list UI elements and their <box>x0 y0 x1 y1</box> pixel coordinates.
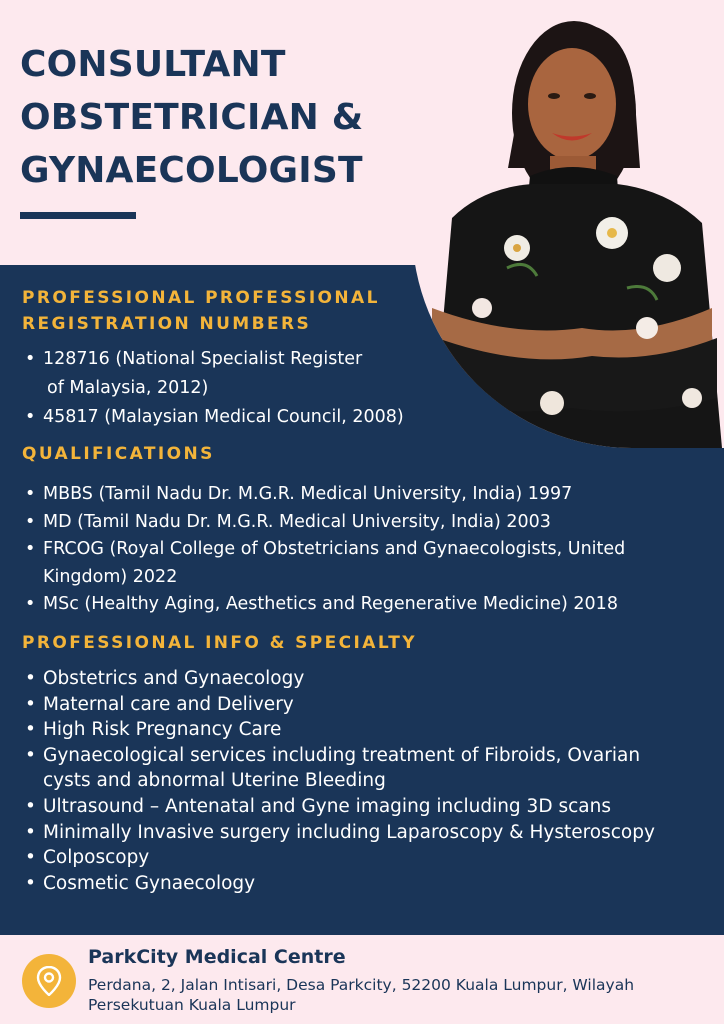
specialty-heading: PROFESSIONAL INFO & SPECIALTY <box>22 633 417 653</box>
location-address: Perdana, 2, Jalan Intisari, Desa Parkcity, 52200 Kuala Lumpur, Wilayah Persekutuan Kuala Lumpur <box>88 976 635 1014</box>
registration-list <box>22 345 404 432</box>
registration-heading-line: REGISTRATION NUMBERS <box>22 314 312 334</box>
registration-heading <box>22 285 380 337</box>
list-item: • MBBS (Tamil Nadu Dr. M.G.R. Medical University, India) 1997 <box>22 481 692 509</box>
title-underline <box>20 212 136 219</box>
list-item <box>22 345 404 403</box>
location-pin-icon <box>22 954 76 1008</box>
list-item: • Obstetrics and Gynaecology <box>22 666 682 692</box>
list-item <box>22 403 404 432</box>
list-item: • High Risk Pregnancy Care <box>22 717 682 743</box>
list-item: • MD (Tamil Nadu Dr. M.G.R. Medical University, India) 2003 <box>22 509 692 537</box>
list-item: • Minimally Invasive surgery including Laparoscopy & Hysteroscopy <box>22 820 682 846</box>
list-item: • Colposcopy <box>22 845 682 871</box>
list-item: • Ultrasound – Antenatal and Gyne imaging including 3D scans <box>22 794 682 820</box>
list-item-line: • 128716 (National Specialist Register <box>43 349 363 369</box>
qualifications-list <box>22 481 692 619</box>
doctor-photo <box>412 8 724 448</box>
doctor-portrait-illustration <box>412 8 724 448</box>
list-item: • MSc (Healthy Aging, Aesthetics and Regenerative Medicine) 2018 <box>22 591 692 619</box>
specialty-list <box>22 666 682 896</box>
location-name: ParkCity Medical Centre <box>88 946 346 968</box>
title-line: CONSULTANT <box>20 44 286 85</box>
list-item: • Cosmetic Gynaecology <box>22 871 682 897</box>
qualifications-heading: QUALIFICATIONS <box>22 444 215 464</box>
page-title <box>20 38 363 197</box>
list-item: • Maternal care and Delivery <box>22 692 682 718</box>
location-pin-icon <box>36 966 62 996</box>
title-line: GYNAECOLOGIST <box>20 150 363 191</box>
list-item-line: 45817 (Malaysian Medical Council, 2008) <box>43 407 404 427</box>
list-item-line: of Malaysia, 2012) <box>47 378 209 398</box>
list-item: • Gynaecological services including treatment of Fibroids, Ovarian cysts and abnormal Uterine Bleeding <box>22 743 653 794</box>
title-line: OBSTETRICIAN & <box>20 97 364 138</box>
registration-heading-line: PROFESSIONAL PROFESSIONAL <box>22 288 380 308</box>
list-item: • FRCOG (Royal College of Obstetricians and Gynaecologists, United Kingdom) 2022 <box>22 536 643 591</box>
footer <box>0 935 724 1024</box>
